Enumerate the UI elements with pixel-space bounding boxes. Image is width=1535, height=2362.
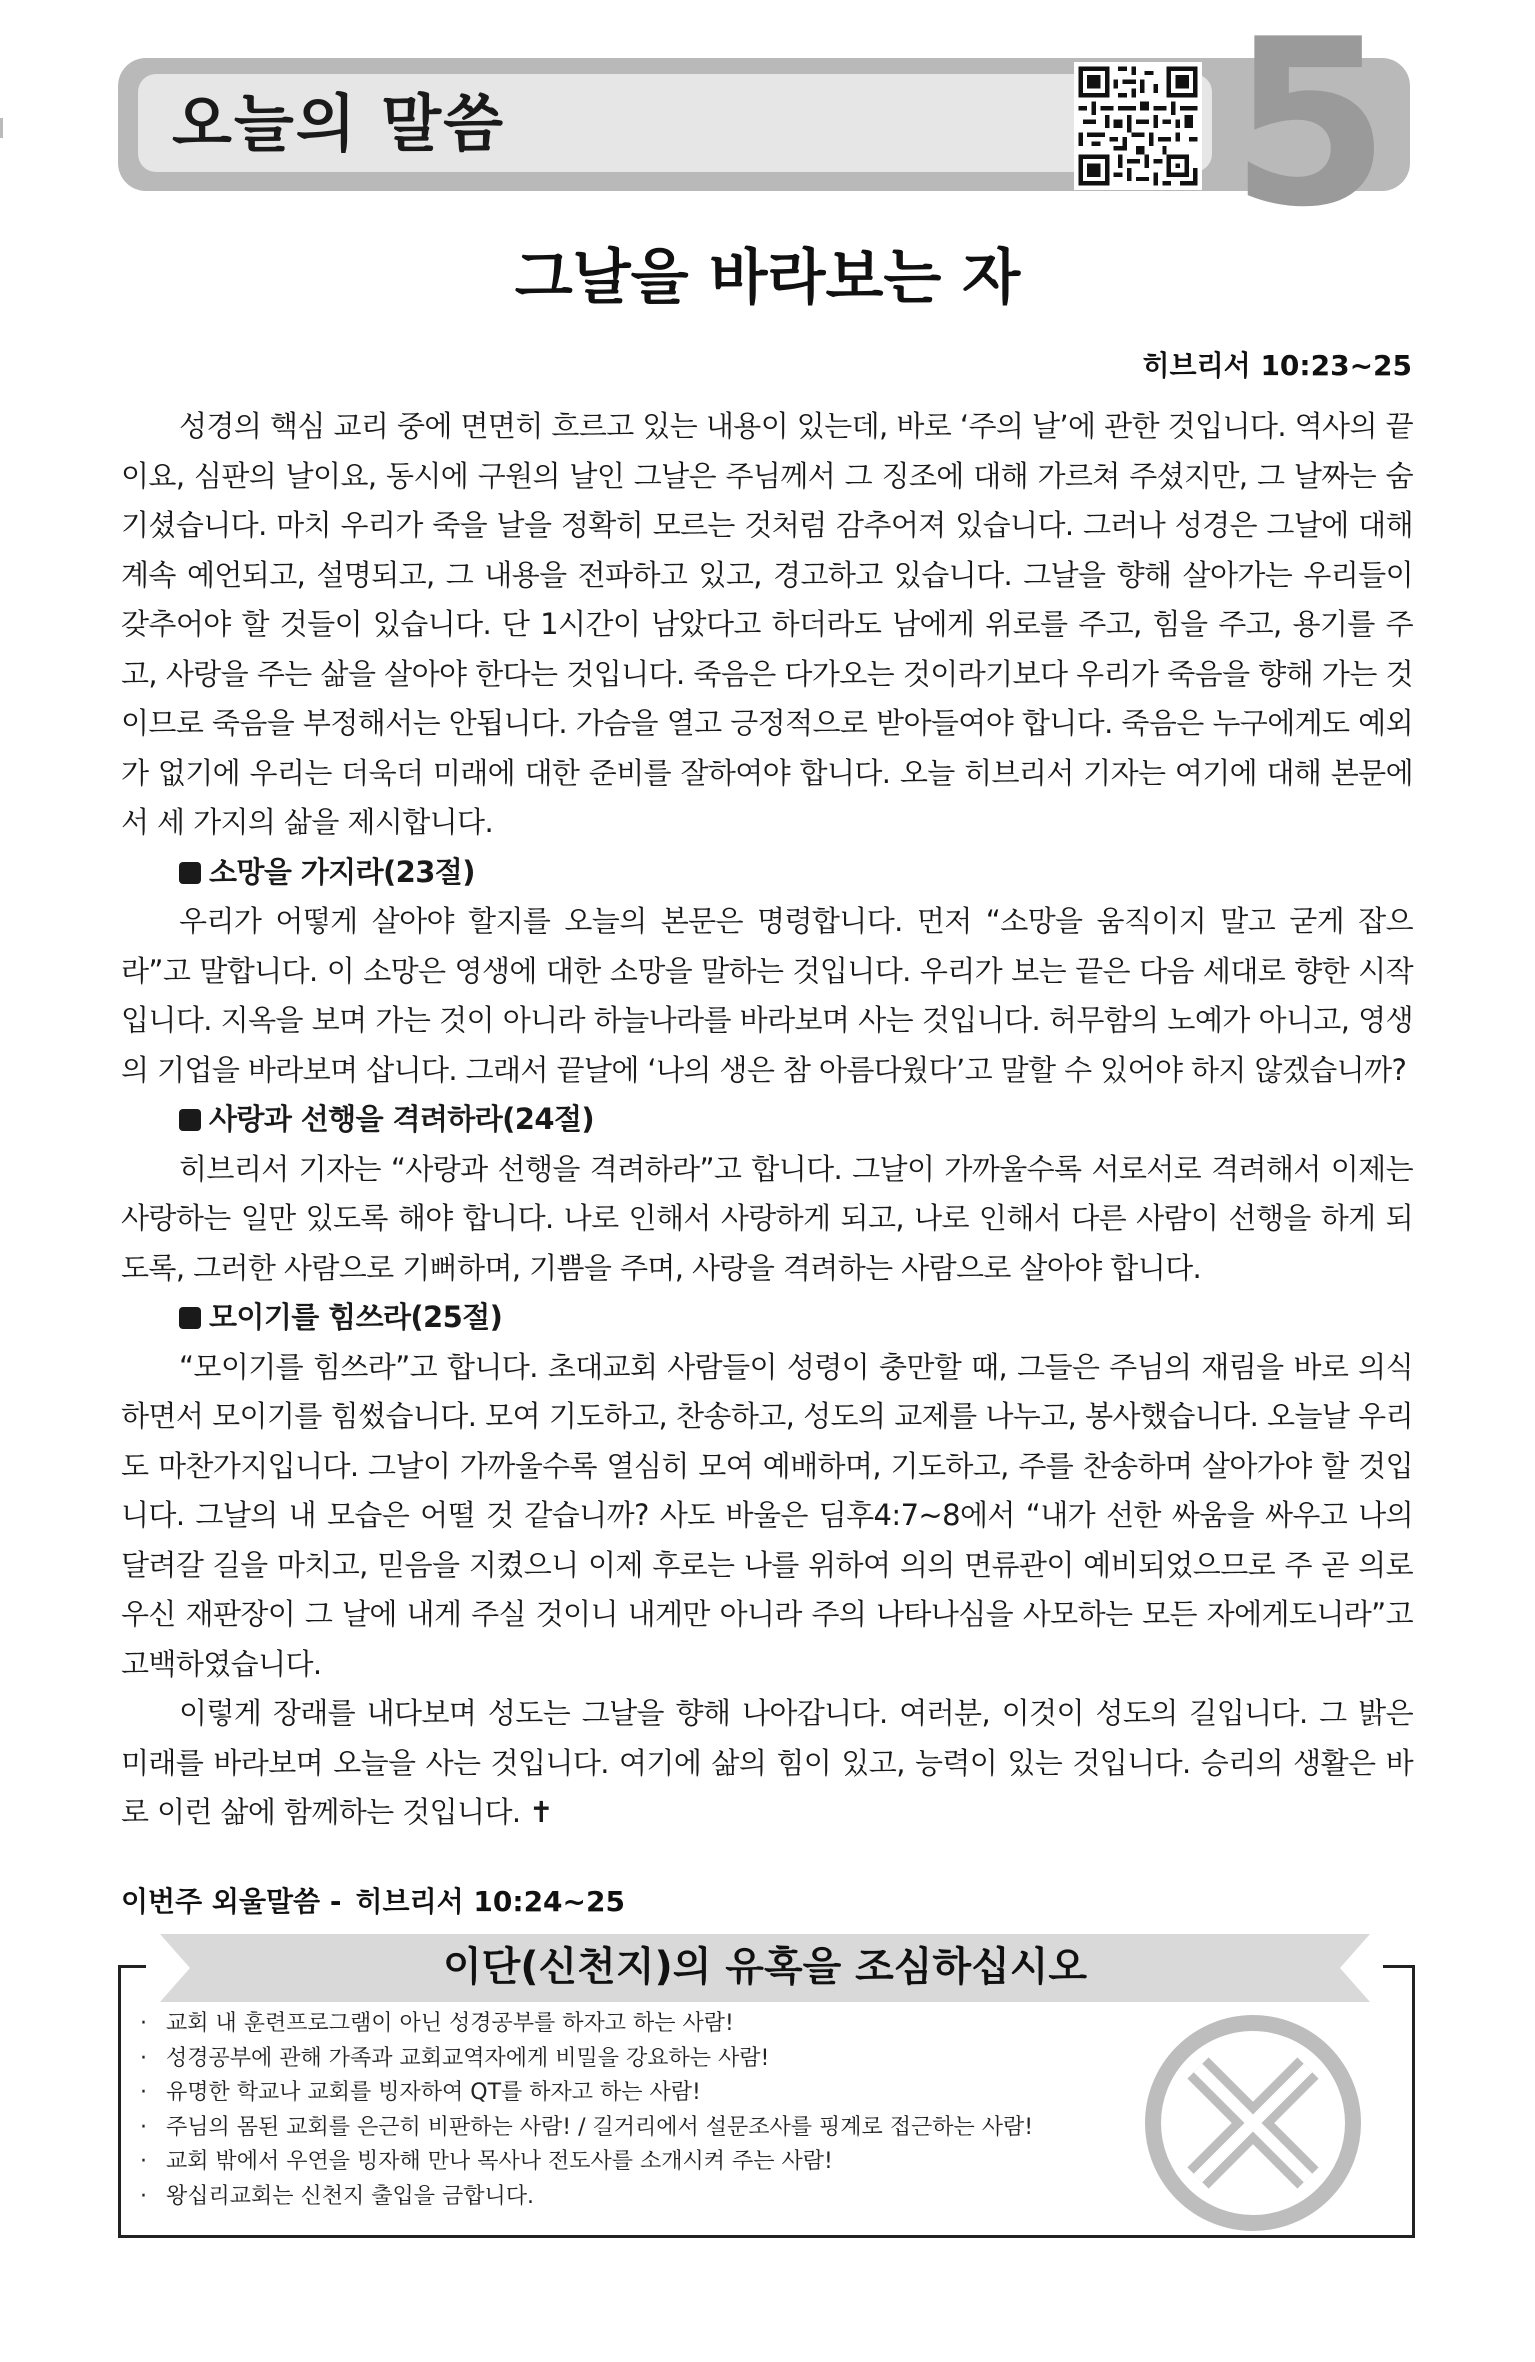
sermon-body [121,402,1413,1838]
qr-code-icon[interactable] [1074,62,1202,190]
square-bullet-icon [179,1109,201,1131]
warning-list-item [132,2111,1132,2146]
bullet-dot: · [140,2114,147,2140]
warning-list-item [132,2076,1132,2111]
memory-verse [121,1882,625,1922]
section-heading [121,848,1413,898]
warning-list-item [132,2180,1132,2215]
bullet-dot: · [140,2011,147,2036]
square-bullet-icon [179,862,201,884]
closing-paragraph: 이렇게 장래를 내다보며 성도는 그날을 향해 나아갑니다. 여러분, 이것이 성도의 길입니다. 그 밝은 미래를 바라보며 오늘을 사는 것입니다. 여기에 삶의 힘이 있고, 능력이 있는 것입니다. 승리의 생활은 바로 이런 삶에 함께하는 것입니다. ✝ [121,1696,1413,1829]
bullet-dot: · [140,2149,147,2174]
section-paragraph: 히브리서 기자는 “사랑과 선행을 격려하라”고 합니다. 그날이 가까울수록 서로서로 격려해서 이제는 사랑하는 일만 있도록 해야 합니다. 나로 인해서 사랑하게 되고, 나로 인해서 다른 사람이 선행을 하게 되도록, 그러한 사람으로 기뻐하며, 기쁨을 주며, 사랑을 격려하는 사람으로 살아야 합니다. [121,1151,1413,1285]
warning-list [132,2007,1132,2214]
warning-list-item [132,2145,1132,2180]
warning-list-item [132,2042,1132,2077]
section-paragraph: 우리가 어떻게 살아야 할지를 오늘의 본문은 명령합니다. 먼저 “소망을 움직이지 말고 굳게 잡으라”고 말합니다. 이 소망은 영생에 대한 소망을 말하는 것입니다. 우리가 보는 끝은 다음 세대로 향한 시작입니다. 지옥을 보며 가는 것이 아니라 하늘나라를 바라보며 사는 것입니다. 허무함의 노예가 아니고, 영생의 기업을 바라보며 삽니다. 그래서 끝날에 ‘나의 생은 참 아름다웠다’고 말할 수 있어야 하지 않겠습니까? [121,904,1413,1087]
section-heading [121,1095,1413,1145]
prohibited-x-icon [1140,2010,1366,2236]
warning-title: 이단(신천지)의 유혹을 조심하십시오 [442,1944,1087,1990]
section-title: 오늘의 말씀 [172,87,506,160]
section-paragraph: “모이기를 힘쓰라”고 합니다. 초대교회 사람들이 성령이 충만할 때, 그들은 주님의 재림을 바로 의식하면서 모이기를 힘썼습니다. 모여 기도하고, 찬송하고, 성도의 교제를 나누고, 봉사했습니다. 오늘날 우리도 마찬가지입니다. 그날이 가까울수록 열심히 모여 예배하며, 기도하고, 주를 찬송하며 살아가야 할 것입니다. 그날의 내 모습은 어떨 것 같습니까? 사도 바울은 딤후4:7~8에서 “내가 선한 싸움을 싸우고 나의 달려갈 길을 마치고, 믿음을 지켰으니 이제 후로는 나를 위하여 의의 면류관이 예비되었으므로 주 곧 의로우신 재판장이 그 날에 내게 주실 것이니 내게만 아니라 주의 나타나심을 사모하는 모든 자에게도니라”고 고백하였습니다. [121,1349,1413,1681]
scripture-reference: 히브리서 10:23~25 [1142,349,1412,382]
warning-list-item [132,2007,1132,2042]
page-edge-mark [0,118,3,138]
warning-item-text: 교회 내 훈련프로그램이 아닌 성경공부를 하자고 하는 사람! [166,2011,734,2036]
bullet-dot: · [140,2183,147,2209]
sermon-title: 그날을 바라보는 자 [514,243,1021,313]
warning-item-text: 왕십리교회는 신천지 출입을 금합니다. [166,2183,535,2209]
warning-box-corner [1383,1965,1412,1968]
section-heading-text: 모이기를 힘쓰라(25절) [209,1300,503,1334]
warning-box-corner [118,1965,146,1968]
bullet-dot: · [140,2080,147,2105]
section-heading-text: 사랑과 선행을 격려하라(24절) [209,1102,595,1136]
bullet-dot: · [140,2045,147,2071]
section-heading-text: 소망을 가지라(23절) [209,854,475,889]
warning-item-text: 유명한 학교나 교회를 빙자하여 QT를 하자고 하는 사람! [166,2080,701,2105]
memory-verse-label: 이번주 외울말씀 - [121,1885,342,1918]
warning-item-text: 성경공부에 관해 가족과 교회교역자에게 비밀을 강요하는 사람! [166,2045,770,2071]
warning-item-text: 주님의 몸된 교회를 은근히 비판하는 사람! / 길거리에서 설문조사를 핑계로 접근하는 사람! [166,2114,1034,2140]
memory-verse-reference: 히브리서 10:24~25 [355,1885,625,1918]
square-bullet-icon [179,1307,201,1329]
page-number: 5 [1230,0,1391,258]
intro-paragraph: 성경의 핵심 교리 중에 면면히 흐르고 있는 내용이 있는데, 바로 ‘주의 날’에 관한 것입니다. 역사의 끝이요, 심판의 날이요, 동시에 구원의 날인 그날은 주님께서 그 징조에 대해 가르쳐 주셨지만, 그 날짜는 숨기셨습니다. 마치 우리가 죽을 날을 정확히 모르는 것처럼 감추어져 있습니다. 그러나 성경은 그날에 대해 계속 예언되고, 설명되고, 그 내용을 전파하고 있고, 경고하고 있습니다. 그날을 향해 살아가는 우리들이 갖추어야 할 것들이 있습니다. 단 1시간이 남았다고 하더라도 남에게 위로를 주고, 힘을 주고, 용기를 주고, 사랑을 주는 삶을 살아야 한다는 것입니다. 죽음은 다가오는 것이라기보다 우리가 죽음을 향해 가는 것이므로 죽음을 부정해서는 안됩니다. 가슴을 열고 긍정적으로 받아들여야 합니다. 죽음은 누구에게도 예외가 없기에 우리는 더욱더 미래에 대한 준비를 잘하여야 합니다. 오늘 히브리서 기자는 여기에 대해 본문에서 세 가지의 삶을 제시합니다. [121,409,1413,839]
section-heading [121,1293,1413,1343]
warning-item-text: 교회 밖에서 우연을 빙자해 만나 목사나 전도사를 소개시켜 주는 사람! [166,2149,833,2174]
warning-box-corner [118,1965,121,1985]
